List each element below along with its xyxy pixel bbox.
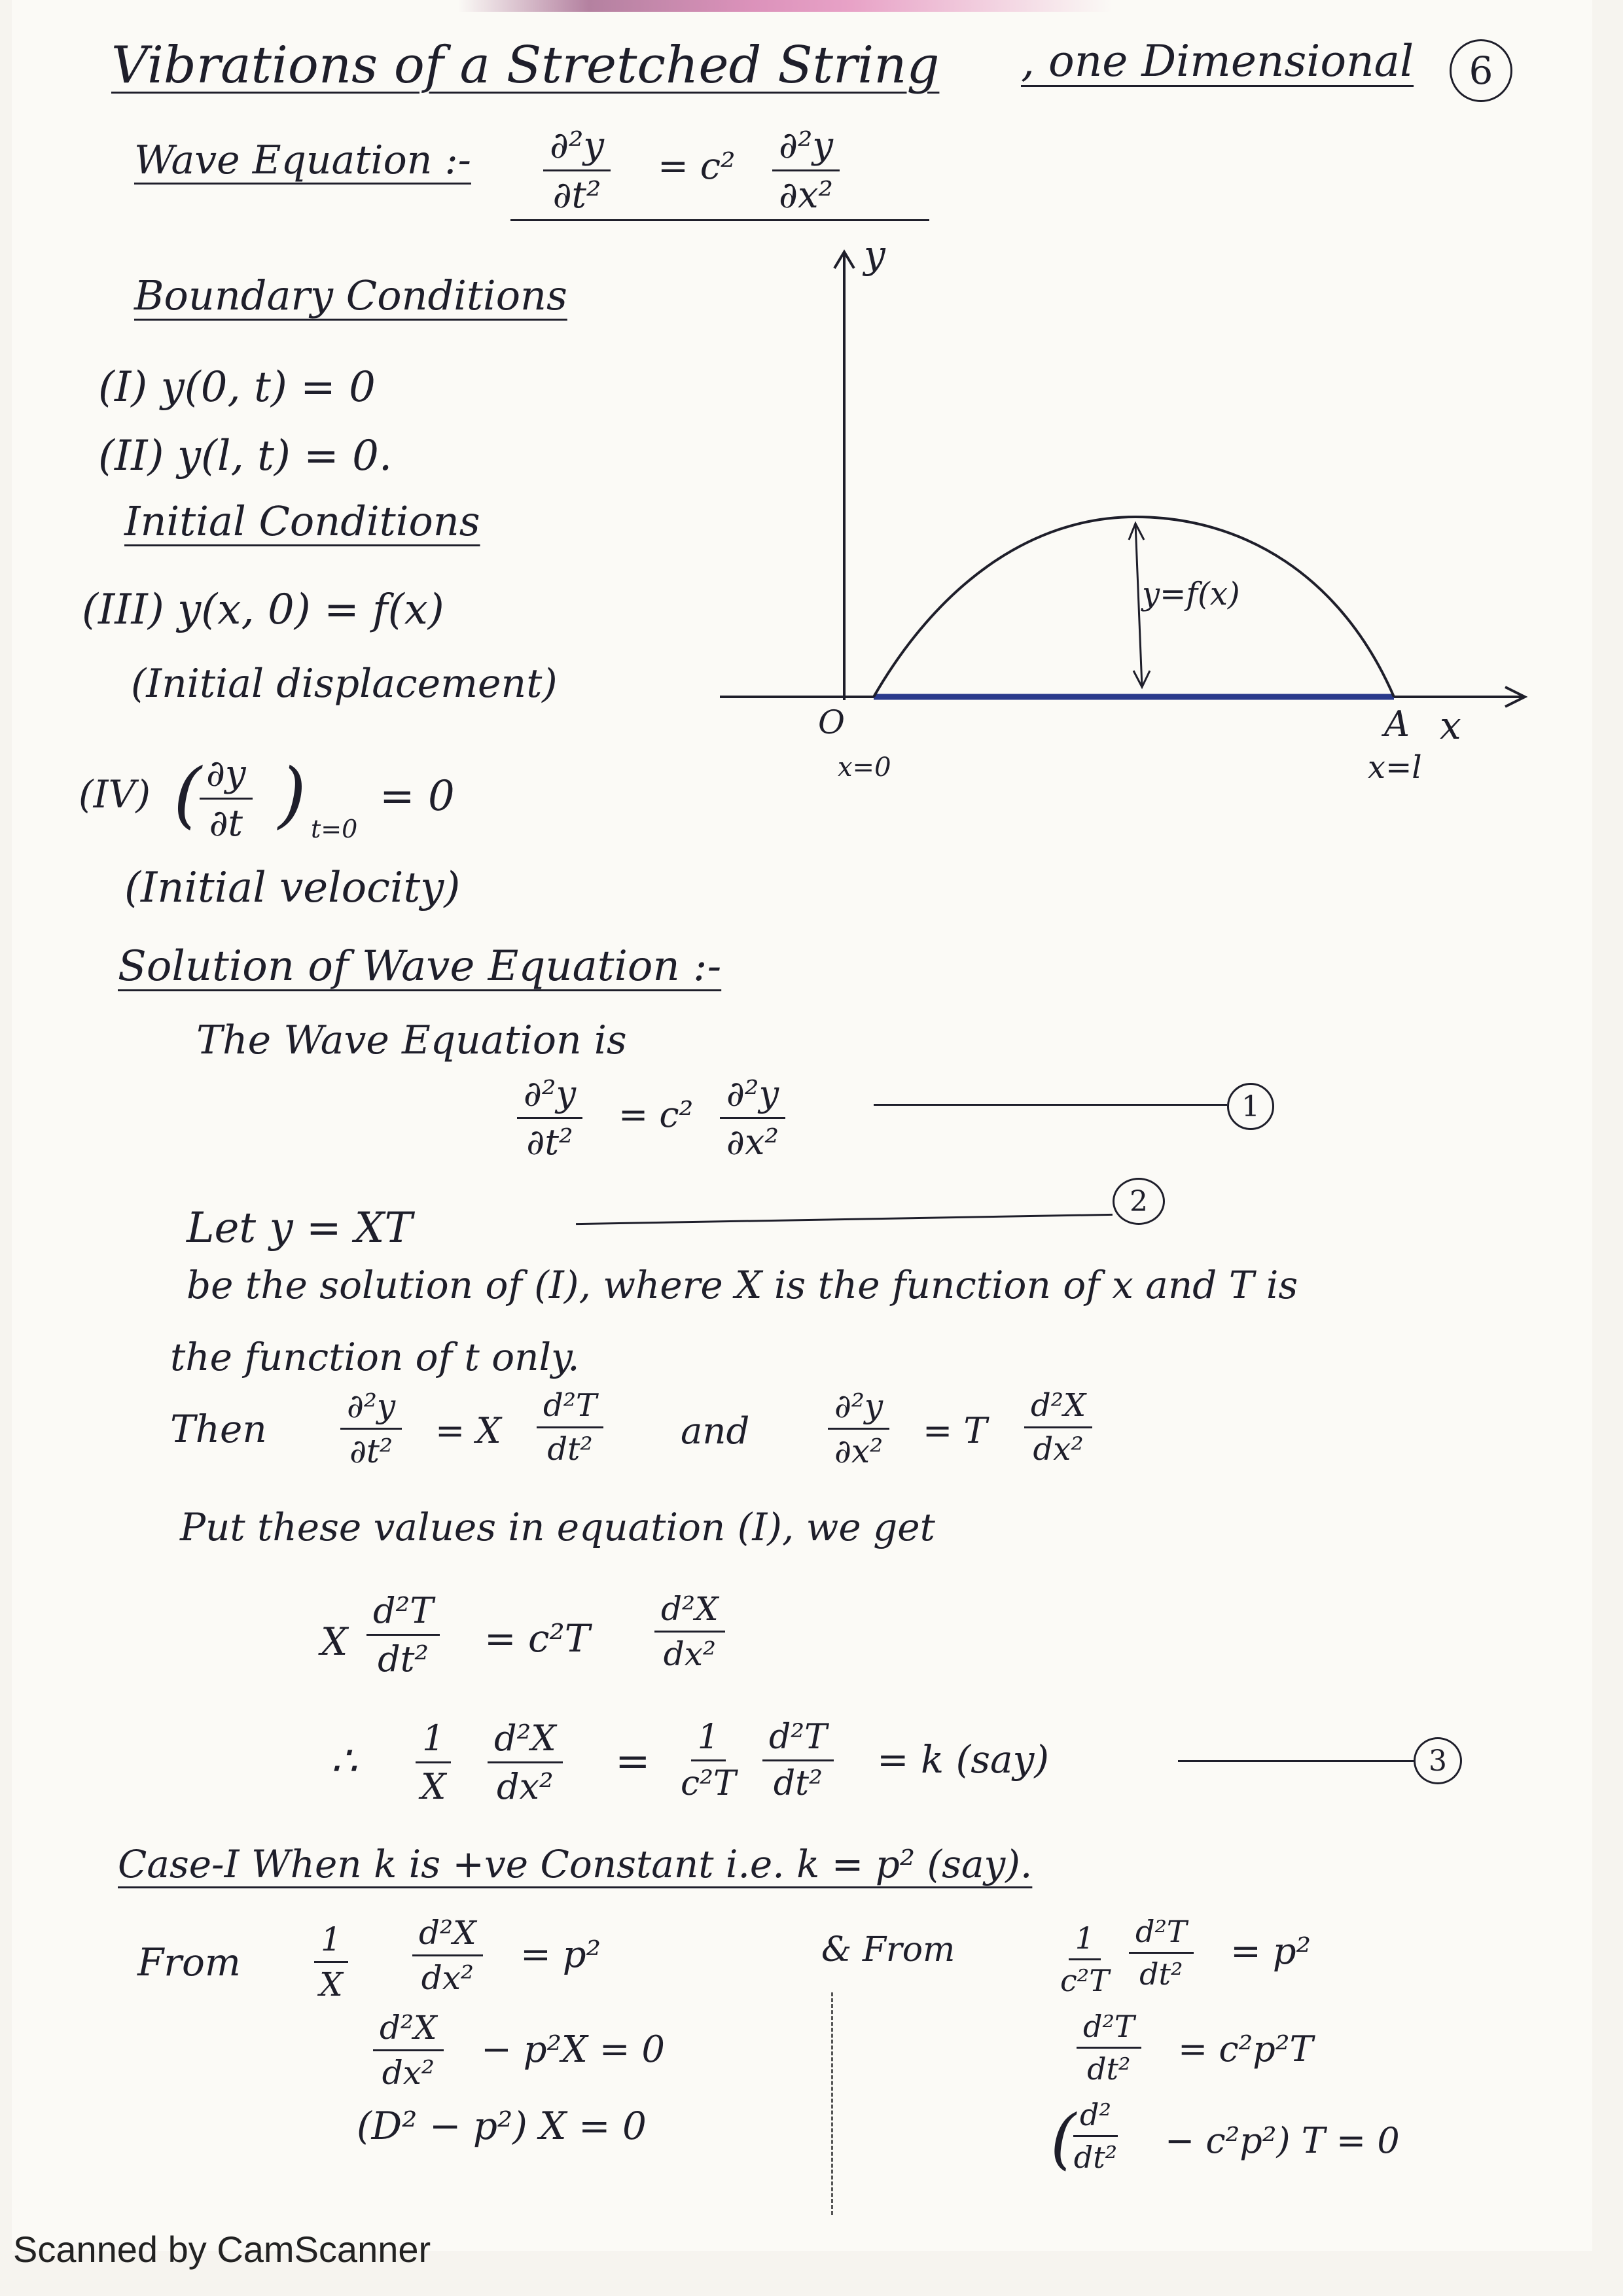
scanner-watermark: Scanned by CamScanner [13, 2229, 431, 2270]
s-frac-a [416, 1718, 451, 1807]
case1-r2-den: dt² [1087, 2051, 1131, 2087]
d1-lhs-num: ∂²y [340, 1387, 402, 1430]
case1-r2-frac [1077, 2009, 1141, 2087]
eq1-rhs-den: ∂x² [726, 1122, 779, 1163]
p-frac-right-num: d²X [654, 1590, 725, 1633]
initial-cond-4-den: ∂t [209, 802, 243, 845]
page-title-suffix: , one Dimensional [1021, 36, 1414, 86]
case1-r2-num: d²T [1077, 2009, 1141, 2049]
eq3-tag-text: 3 [1429, 1744, 1447, 1778]
case1-r2-end: = c²p²T [1178, 2028, 1313, 2070]
wave-eq-mid: = c² [658, 145, 736, 188]
case1-l-frac-b [412, 1914, 483, 1997]
case1-l2-end: − p²X = 0 [481, 2028, 666, 2071]
eq1-leader [874, 1104, 1227, 1106]
case1-r-end: = p² [1230, 1930, 1311, 1973]
therefore-symbol: ∴ [330, 1737, 357, 1786]
solution-intro: The Wave Equation is [196, 1017, 627, 1063]
s-frac-c-den: c²T [681, 1764, 736, 1803]
paren-open: ( [173, 752, 202, 836]
graph-y-label: y [864, 232, 885, 277]
case1-r3-frac [1073, 2097, 1118, 2175]
s-frac-a-num: 1 [416, 1718, 451, 1763]
displacement-arrow [1135, 523, 1142, 687]
page-title: Vibrations of a Stretched String [111, 36, 940, 95]
s-frac-c-num: 1 [691, 1718, 726, 1761]
eq3-leader [1178, 1760, 1414, 1762]
d1-rhs-den: dt² [547, 1431, 593, 1468]
d2-lhs-den: ∂x² [834, 1432, 883, 1470]
wave-eq-lhs-num: ∂²y [543, 124, 611, 171]
s-frac-d-num: d²T [762, 1718, 834, 1761]
eq1-mid: = c² [618, 1094, 694, 1135]
eq3-tag [1414, 1737, 1462, 1784]
initial-cond-4-note: (Initial velocity) [124, 864, 461, 912]
p-frac-right-den: dx² [663, 1635, 716, 1673]
case1-r-frac-b-num: d²T [1129, 1914, 1194, 1954]
case1-l-end: = p² [520, 1934, 601, 1976]
wave-eq-lhs-den: ∂t² [552, 174, 601, 217]
case1-l-frac-a-den: X [319, 1966, 343, 2004]
initial-cond-3-note: (Initial displacement) [131, 661, 558, 707]
then-label: Then [170, 1407, 267, 1451]
case1-r3-end: − c²p²) T = 0 [1165, 2120, 1400, 2161]
p-frac-right [654, 1590, 725, 1673]
eq1-lhs-den: ∂t² [526, 1122, 573, 1163]
case1-heading: Case-I When k is +ve Constant i.e. k = p² (say). [118, 1842, 1033, 1886]
d1-mid: = X [435, 1410, 501, 1451]
case1-l2-den: dx² [382, 2054, 435, 2092]
d1-lhs [340, 1387, 402, 1470]
s-frac-b [488, 1718, 563, 1807]
p-frac-left-den: dt² [378, 1638, 429, 1680]
boundary-cond-1: (I) y(0, t) = 0 [98, 363, 376, 412]
d1-lhs-den: ∂t² [349, 1432, 393, 1470]
p-frac-left [366, 1590, 440, 1680]
eq1-tag [1227, 1083, 1274, 1130]
initial-cond-3: (III) y(x, 0) = f(x) [82, 586, 444, 634]
p-mid: = c²T [484, 1616, 590, 1661]
initial-cond-4-prefix: (IV) [79, 772, 151, 817]
case1-l-frac-a-num: 1 [314, 1920, 348, 1963]
eq1-rhs [720, 1073, 785, 1163]
case1-r3-den: dt² [1073, 2140, 1118, 2175]
case1-r-frac-b [1129, 1914, 1194, 1992]
d2-lhs-num: ∂²y [828, 1387, 889, 1430]
eq1-lhs [517, 1073, 582, 1163]
case1-from-label: From [137, 1940, 241, 1985]
initial-heading: Initial Conditions [124, 497, 480, 545]
graph-origin-label: O [818, 703, 845, 741]
eq1-rhs-num: ∂²y [720, 1073, 785, 1119]
s-frac-c [681, 1718, 736, 1803]
case1-l2-num: d²X [373, 2009, 444, 2051]
d2-mid: = T [923, 1410, 988, 1451]
case1-r-frac-b-den: dt² [1139, 1956, 1183, 1992]
boundary-cond-2: (II) y(l, t) = 0. [98, 432, 393, 480]
eq1-tag-text: 1 [1241, 1089, 1260, 1123]
s-end: = k (say) [877, 1737, 1049, 1782]
solution-line-b: the function of t only. [170, 1335, 580, 1379]
eq2-tag-text: 2 [1130, 1184, 1148, 1218]
s-frac-b-num: d²X [488, 1718, 563, 1763]
s-frac-a-den: X [420, 1766, 446, 1807]
initial-cond-4-sub: t=0 [311, 815, 358, 843]
solution-line-a: be the solution of (I), where X is the function of x and T is [187, 1263, 1298, 1307]
case1-r-frac-a [1060, 1920, 1109, 1998]
s-eq: = [615, 1737, 651, 1786]
case1-r-frac-a-num: 1 [1069, 1920, 1101, 1960]
p-lhs: X [321, 1619, 348, 1664]
p-frac-left-num: d²T [366, 1590, 440, 1636]
graph-x-label: x [1440, 703, 1461, 748]
case1-l-frac-b-num: d²X [412, 1914, 483, 1956]
and-label: and [681, 1410, 750, 1453]
wave-eq-rhs-den: ∂x² [779, 174, 834, 217]
case1-l3: (D² − p²) X = 0 [357, 2104, 647, 2148]
case1-and-from: & From [821, 1930, 955, 1969]
wave-equation-label: Wave Equation :- [134, 137, 471, 183]
graph-curve-label: y=f(x) [1142, 576, 1240, 612]
d2-rhs-den: dx² [1033, 1431, 1084, 1468]
put-values-line: Put these values in equation (I), we get [180, 1505, 935, 1549]
graph-end-label: A [1384, 703, 1410, 745]
paren-close: ) [278, 752, 306, 836]
case1-divider [831, 1992, 833, 2215]
d1-rhs-num: d²T [537, 1387, 603, 1428]
initial-cond-4-eq: = 0 [380, 772, 455, 821]
displacement-curve [874, 517, 1394, 697]
eq2-text: Let y = XT [187, 1204, 413, 1252]
wave-eq-rhs-num: ∂²y [772, 124, 840, 171]
s-frac-d-den: dt² [773, 1764, 823, 1803]
d1-rhs [537, 1387, 603, 1468]
eq1-lhs-num: ∂²y [517, 1073, 582, 1119]
graph-xl-label: x=l [1368, 749, 1422, 786]
solution-heading: Solution of Wave Equation :- [118, 942, 722, 991]
case1-l-frac-b-den: dx² [421, 1959, 474, 1997]
d2-lhs [828, 1387, 889, 1470]
case1-r-frac-a-den: c²T [1060, 1963, 1109, 1998]
graph-x0-label: x=0 [838, 752, 891, 783]
d2-rhs-num: d²X [1024, 1387, 1092, 1428]
case1-l2-frac [373, 2009, 444, 2092]
s-frac-b-den: dx² [497, 1766, 554, 1807]
page-number-text: 6 [1469, 48, 1493, 93]
boundary-heading: Boundary Conditions [134, 272, 567, 319]
s-frac-d [762, 1718, 834, 1803]
eq2-tag [1113, 1178, 1165, 1225]
initial-cond-4-num: ∂y [200, 752, 253, 800]
case1-r3-num: d² [1073, 2097, 1118, 2137]
d2-rhs [1024, 1387, 1092, 1468]
case1-l-frac-a [314, 1920, 348, 2004]
case1-r3-open: ( [1050, 2100, 1077, 2177]
